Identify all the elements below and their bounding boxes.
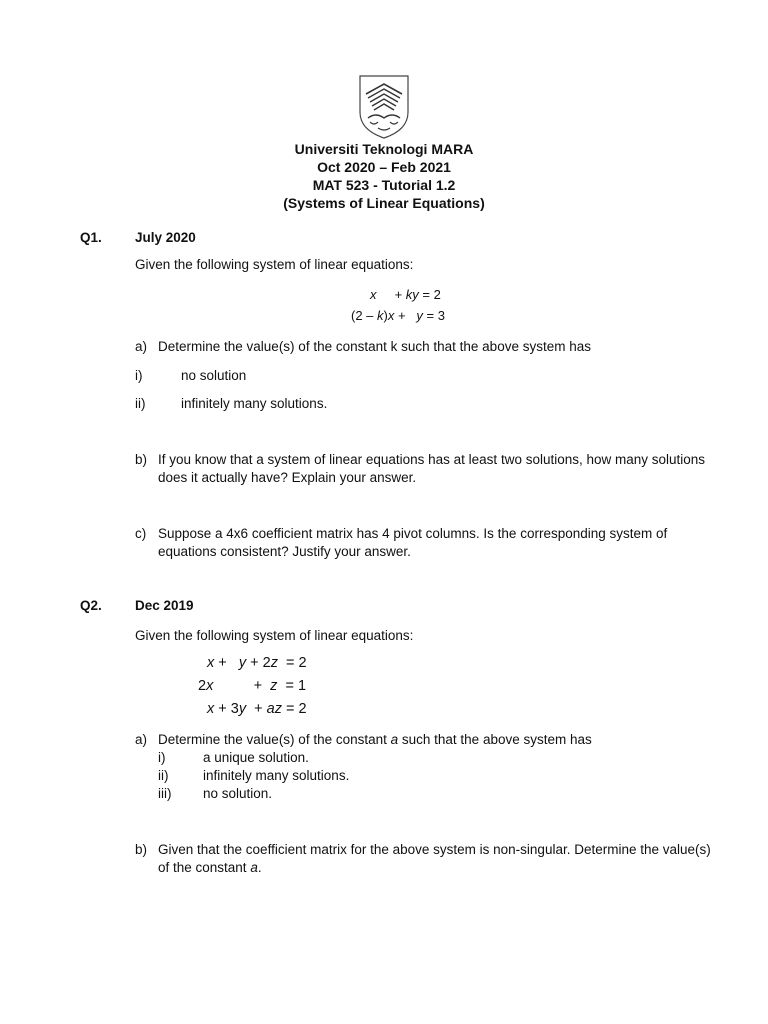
q1-intro: Given the following system of linear equations: xyxy=(135,257,414,272)
header-session: Oct 2020 – Feb 2021 xyxy=(317,159,451,175)
q1c-label: c) xyxy=(135,526,147,541)
q2a-iii-text: no solution. xyxy=(203,786,273,801)
q2b-text-var: a xyxy=(250,860,258,875)
q2a-label: a) xyxy=(135,732,148,747)
q1a-label: a) xyxy=(135,339,148,354)
q1-date: July 2020 xyxy=(135,230,196,245)
q2a-i-text: a unique solution. xyxy=(203,750,309,765)
q2-equation-2: 2x + z = 1 xyxy=(198,678,307,694)
q1b-label: b) xyxy=(135,452,148,467)
university-crest-icon xyxy=(356,72,412,140)
header-course: MAT 523 - Tutorial 1.2 xyxy=(312,177,456,193)
q1a-ii-label: ii) xyxy=(135,396,146,411)
q1-equation-2: (2 – k)x + y = 3 xyxy=(351,308,445,323)
q2a-text-pre: Determine the value(s) of the constant xyxy=(158,732,391,747)
q2a-ii-text: infinitely many solutions. xyxy=(203,768,350,783)
q2b-text-post: . xyxy=(257,860,262,875)
header-topic: (Systems of Linear Equations) xyxy=(283,195,485,211)
q1-equation-1: x + ky = 2 xyxy=(370,287,441,302)
q2-intro: Given the following system of linear equations: xyxy=(135,628,414,643)
q2-equation-3: x + 3y + az = 2 xyxy=(207,701,307,717)
q2b-label: b) xyxy=(135,842,148,857)
q2a-text xyxy=(158,731,592,749)
q1-number: Q1. xyxy=(80,230,102,245)
q1a-ii-text: infinitely many solutions. xyxy=(181,396,328,411)
q1a-text: Determine the value(s) of the constant k such that the above system has xyxy=(158,339,591,354)
q2b-text xyxy=(158,841,713,877)
q2-date: Dec 2019 xyxy=(135,598,194,613)
q2a-ii-label: ii) xyxy=(158,768,169,783)
q2a-text-var: a xyxy=(390,732,399,747)
q1a-i-label: i) xyxy=(135,368,143,383)
q2-number: Q2. xyxy=(80,598,102,613)
q2a-text-post: such that the above system has xyxy=(398,732,592,747)
q2a-i-label: i) xyxy=(158,750,166,765)
q2a-iii-label: iii) xyxy=(158,786,172,801)
q1c-text: Suppose a 4x6 coefficient matrix has 4 pivot columns. Is the corresponding system of equations consistent? Justify your answer. xyxy=(158,526,668,559)
header-university: Universiti Teknologi MARA xyxy=(294,141,474,157)
q1a-i-text: no solution xyxy=(181,368,247,383)
q2-equation-1: x + y + 2z = 2 xyxy=(207,655,307,671)
q2b-text-pre: Given that the coefficient matrix for the above system is non-singular. Determine the value(s) of the constant xyxy=(158,842,711,875)
q1b-text: If you know that a system of linear equations has at least two solutions, how many solutions does it actually have? Explain your answer. xyxy=(158,452,706,485)
